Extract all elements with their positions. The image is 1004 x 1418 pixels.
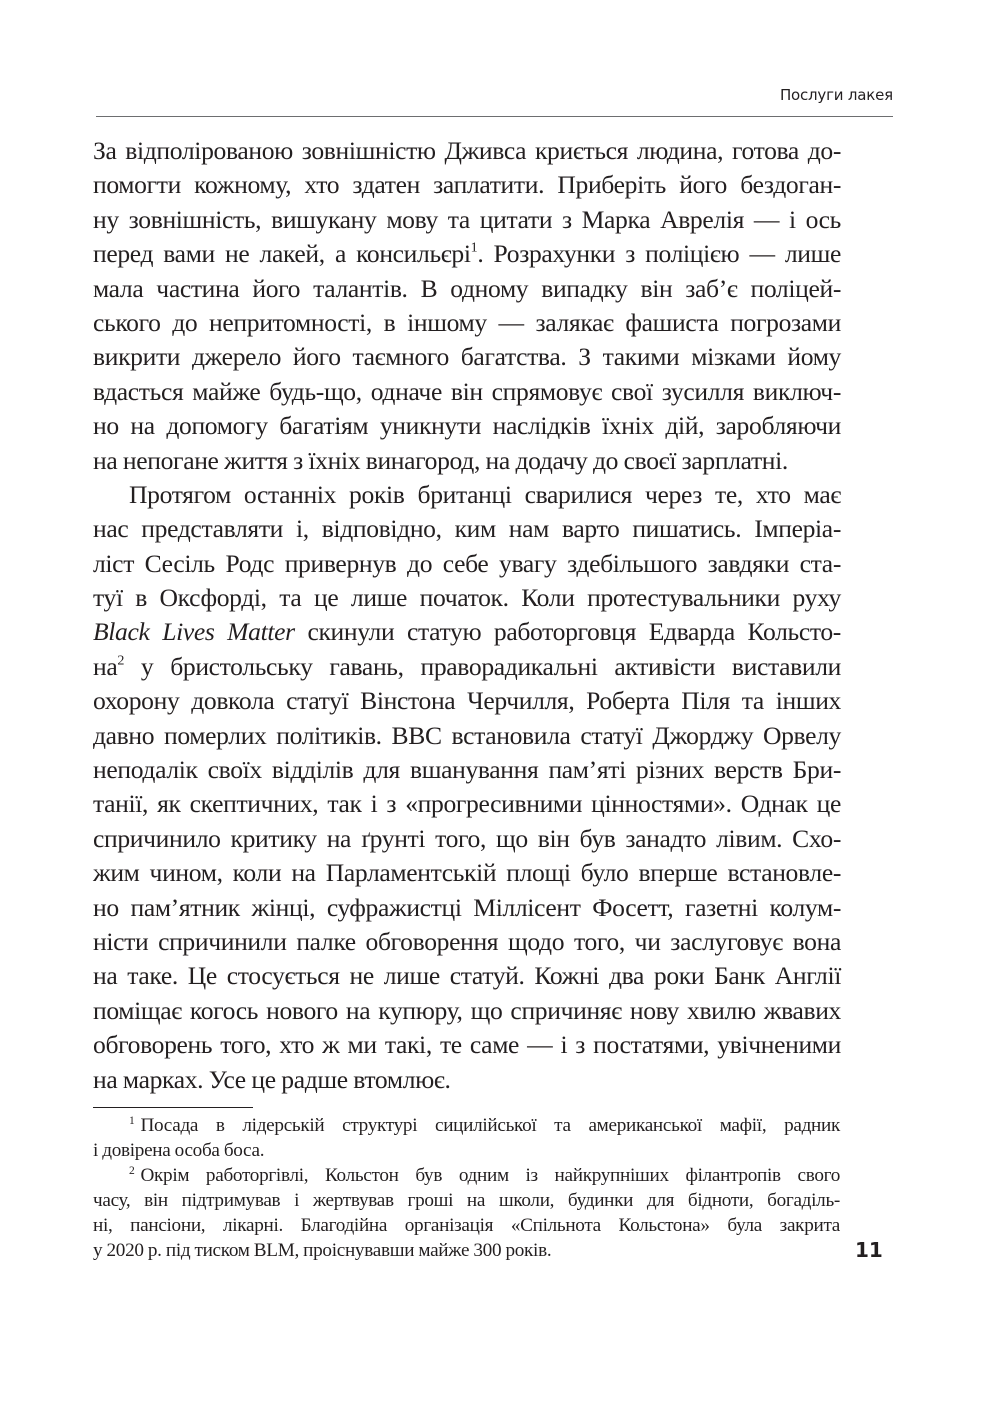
footnote-line: і довірена особа боса. [93,1140,265,1161]
text-segment: . Розрахунки з поліцією — лише [477,239,841,269]
text-line: За відполірованою зовнішністю Дживса криється людина, готова до- [93,136,841,165]
text-line: но на допомогу багатіям уникнути наслідків їхніх дій, заробляючи [93,411,841,441]
footnote-marker: 2 [129,1165,135,1178]
footnote-2 [93,1163,840,1263]
footnote-line [93,1163,840,1188]
text-line: мала частина його талантів. В одному випадку він заб’є поліцей- [93,273,841,303]
paragraph-1 [93,134,841,478]
text-line: ну зовнішність, вишукану мову та цитати з Марка Аврелія — і ось [93,204,841,234]
text-line: на марках. Усе це радше втомлює. [93,1064,451,1094]
text-line: танії, як скептичних, так і з «прогресивними цінностями». Однак це [93,789,841,819]
footnotes [93,1113,840,1263]
text-segment: Посада в лідерській структурі сицилійської та американської мафії, радник [140,1115,840,1136]
text-segment: перед вами не лакей, а консильєрі [93,239,471,269]
page-number: 11 [855,1238,883,1262]
text-line: неподалік своїх відділів для вшанування пам’яті різних верств Бри- [93,755,841,785]
text-line: нас представляти і, відповідно, ким нам варто пишатись. Імперіа- [93,514,841,544]
text-segment: у бристольську гавань, праворадикальні активісти виставили [124,651,841,681]
text-line: давно померлих політиків. BBC встановила статуї Джорджу Орвелу [93,720,841,750]
italic-phrase: Black Lives Matter [93,617,295,647]
text-line [93,237,841,271]
text-line: помогти кожному, хто здатен заплатити. Приберіть його бездоган- [93,170,841,200]
text-line: обговорень того, хто ж ми такі, те саме — і з постатями, увічненими [93,1030,841,1060]
text-line: на непогане життя з їхніх винагород, на додачу до своєї зарплатні. [93,445,788,475]
text-line: Протягом останніх років британці сварилися через те, хто має [129,479,841,509]
text-segment: Окрім работоргівлі, Кольстон був одним із найкрупніших філантропів свого [140,1165,840,1186]
footnote-line: ні, пансіони, лікарні. Благодійна організація «Спільнота Кольстона» була закрита [93,1215,840,1236]
footnote-ref-1[interactable]: 1 [470,239,478,256]
text-segment: на [93,651,118,681]
running-head: Послуги лакея [779,86,893,104]
footnote-line: часу, він підтримував і жертвував гроші на школи, будинки для бідноти, богаділь- [93,1190,840,1211]
footnote-1 [93,1113,840,1163]
text-line [93,615,841,649]
text-line: жим чином, коли на Парламентській площі було вперше встановле- [93,858,841,888]
footnote-separator [93,1107,253,1108]
footnote-ref-2[interactable]: 2 [117,652,125,669]
text-line: ністи спричинили палке обговорення щодо того, чи заслуговує вона [93,926,841,956]
body-text [93,134,841,1097]
text-line: поміщає когось нового на купюру, що спричиняє нову хвилю жвавих [93,995,841,1025]
footnote-line: у 2020 р. під тиском BLM, проіснувавши майже 300 років. [93,1240,552,1261]
text-line: ліст Сесіль Родс привернув до себе увагу здебільшого завдяки ста- [93,548,841,578]
text-line: вдасться майже будь-що, одначе він спрямовує свої зусилля виключ- [93,376,841,406]
text-line [93,650,841,684]
text-line: на таке. Це стосується не лише статуй. Кожні два роки Банк Англії [93,961,841,991]
text-line: охорону довкола статуї Вінстона Черчилля, Роберта Піля та інших [93,686,841,716]
text-line: ського до непритомності, в іншому — залякає фашиста погрозами [93,307,841,337]
footnote-line [93,1113,840,1138]
footnote-marker: 1 [129,1115,135,1128]
text-line: но пам’ятник жінці, суфражистці Міллісент Фосетт, газетні колум- [93,892,841,922]
text-line: туї в Оксфорді, та це лише початок. Коли протестувальники руху [93,583,841,613]
text-line: викрити джерело його таємного багатства. З такими мізками йому [93,342,841,372]
header-rule [96,116,893,117]
text-segment: скинули статую работорговця Едварда Кольсто- [307,617,841,647]
text-line: спричинило критику на ґрунті того, що він був занадто лівим. Схо- [93,823,841,853]
paragraph-2 [93,478,841,1097]
